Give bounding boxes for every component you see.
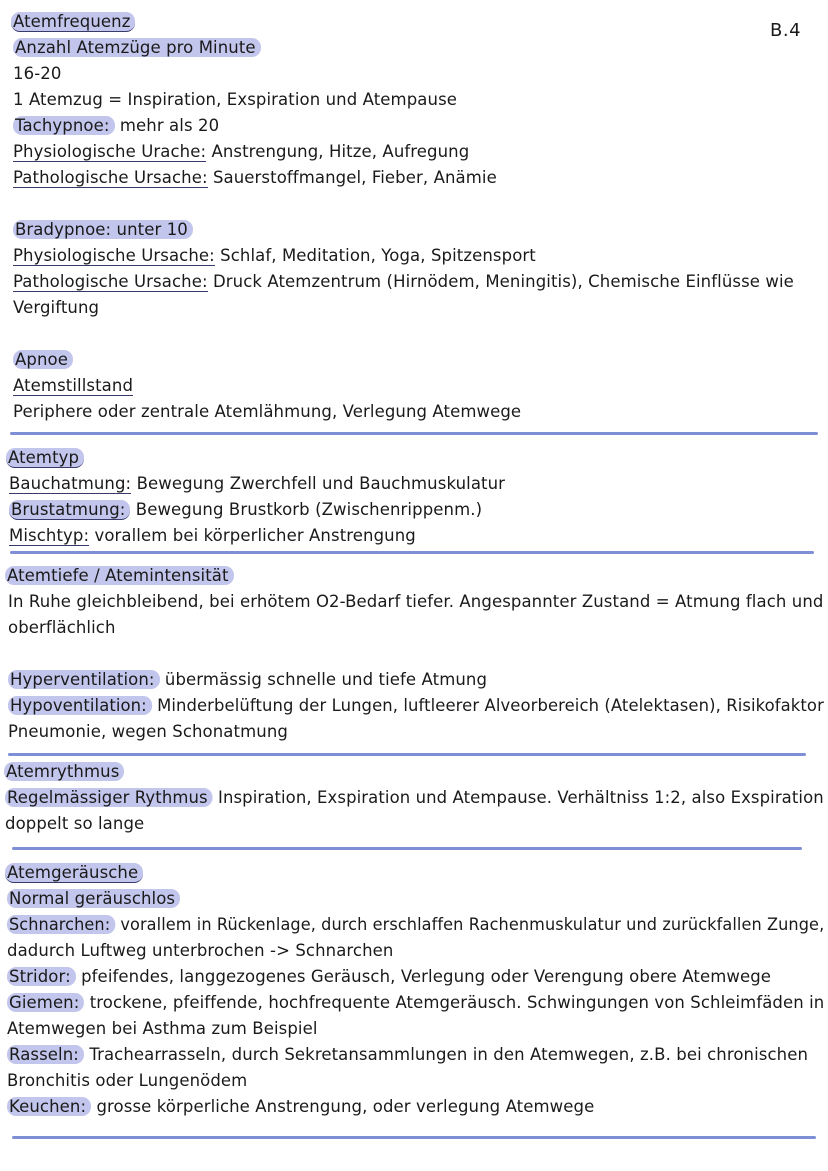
line-periphere: Periphere oder zentrale Atemlähmung, Verlegung Atemwege [13,402,522,421]
line-phys-urache: Physiologische Urache: Anstrengung, Hitze, Aufregung [13,142,470,161]
section-heading-atemtyp: Atemtyp [6,445,84,471]
line-atemzug: 1 Atemzug = Inspiration, Exspiration und Atempause [13,90,458,109]
page-number: B.4 [770,20,802,41]
line-bradypnoe: Bradypnoe: unter 10 [13,217,193,243]
line-stridor: Stridor: pfeifendes, langgezogenes Geräusch, Verlegung oder Verengung obere Atemwege [9,967,772,986]
line-schnarchen: Schnarchen: vorallem in Rückenlage, durch erschlaffen Rachenmuskulatur und zurückfallen Zunge, [8,915,825,934]
line-normal: Normal geräuschlos [7,886,180,912]
line-path-ursache-2: Pathologische Ursache: Druck Atemzentrum (Hirnödem, Meningitis), Chemische Einflüsse wie [13,272,794,291]
line-brustatmung: Brustatmung: Bewegung Brustkorb (Zwischenrippenm.) [11,500,483,519]
line-path-ursache-1: Pathologische Ursache: Sauerstoffmangel, Fieber, Anämie [13,168,497,187]
divider-4 [12,847,802,850]
section-heading-atemgeraeusche: Atemgeräusche [5,860,143,886]
line-range: 16-20 [13,64,62,83]
line-pneumonie: Pneumonie, wegen Schonatmung [8,722,288,741]
section-heading-atemfrequenz: Atemfrequenz [11,9,135,35]
section-heading-atemrythmus: Atemrythmus [4,759,124,785]
line-tachypnoe: Tachypnoe: mehr als 20 [15,116,220,135]
line-giemen: Giemen: trockene, pfeiffende, hochfrequente Atemgeräusch. Schwingungen von Schleimfäden in [8,993,825,1012]
line-keuchen: Keuchen: grosse körperliche Anstrengung, oder verlegung Atemwege [9,1097,595,1116]
divider-5 [12,1136,816,1139]
line-bronchitis: Bronchitis oder Lungenödem [7,1071,248,1090]
line-mischtyp: Mischtyp: vorallem bei körperlicher Anstrengung [9,526,416,545]
line-vergiftung: Vergiftung [13,298,100,317]
line-ruhe: In Ruhe gleichbleibend, bei erhötem O2-Bedarf tiefer. Angespannter Zustand = Atmung flach und [8,592,824,611]
divider-2 [10,551,814,554]
line-bauchatmung: Bauchatmung: Bewegung Zwerchfell und Bauchmuskulatur [9,474,506,493]
divider-1 [10,432,818,435]
line-oberflaechlich: oberflächlich [8,618,116,637]
line-regelmaessig: Regelmässiger Rythmus Inspiration, Exspiration und Atempause. Verhältniss 1:2, also Exspiration [6,788,824,807]
divider-3 [8,753,806,756]
line-phys-ursache-2: Physiologische Ursache: Schlaf, Meditation, Yoga, Spitzensport [13,246,536,265]
line-luftweg: dadurch Luftweg unterbrochen -> Schnarchen [7,941,394,960]
line-doppelt: doppelt so lange [5,814,145,833]
line-atemstillstand: Atemstillstand [13,376,134,395]
line-rasseln: Rasseln: Trachearrasseln, durch Sekretansammlungen in den Atemwegen, z.B. bei chronischen [9,1045,809,1064]
line-hyperventilation: Hyperventilation: übermässig schnelle und tiefe Atmung [10,670,488,689]
section-heading-atemtiefe: Atemtiefe / Atemintensität [5,563,234,589]
line-apnoe: Apnoe [13,347,73,373]
line-anzahl: Anzahl Atemzüge pro Minute [13,35,261,61]
line-hypoventilation: Hypoventilation: Minderbelüftung der Lungen, luftleerer Alveorbereich (Atelektasen), Risikofaktor [9,696,824,715]
line-asthma: Atemwegen bei Asthma zum Beispiel [7,1019,318,1038]
